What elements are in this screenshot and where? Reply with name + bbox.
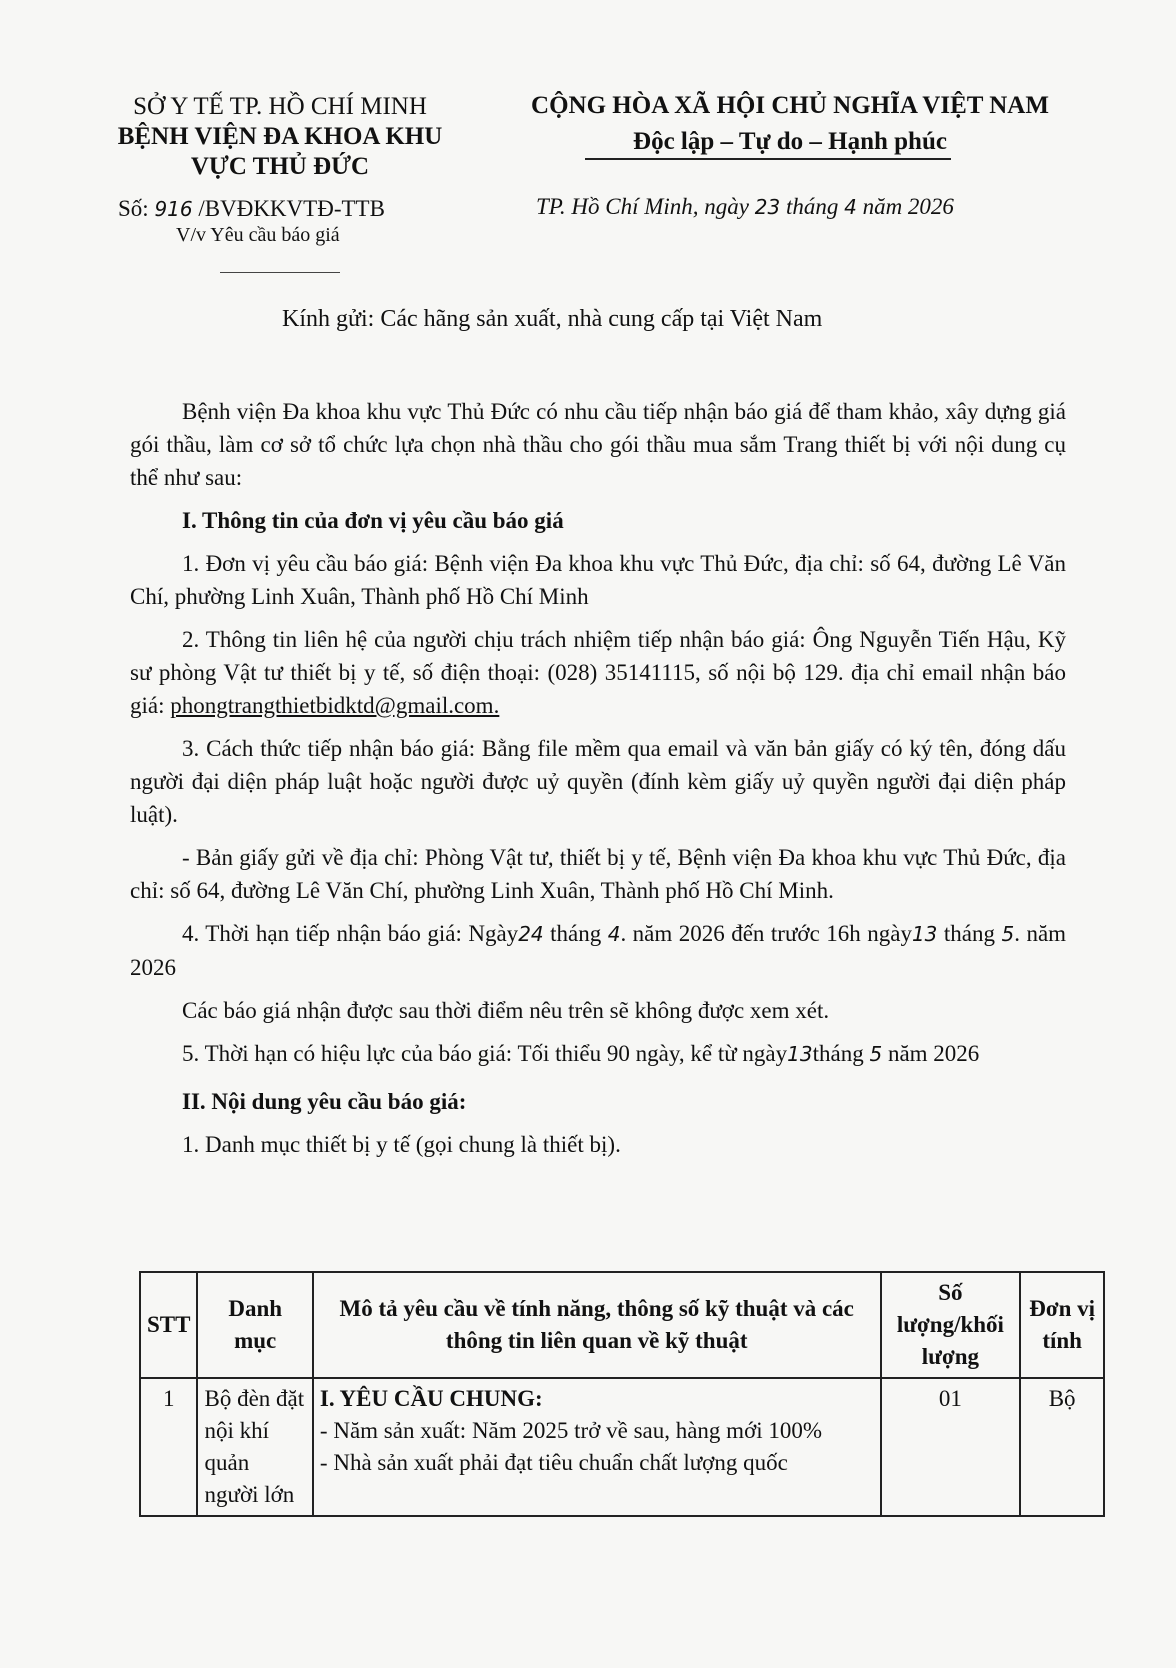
- handwritten-number: 916: [154, 197, 193, 221]
- handwritten-validity-day: 13: [787, 1042, 813, 1066]
- nation-line-2: Độc lập – Tự do – Hạnh phúc: [633, 128, 947, 155]
- section-1-item-2: 2. Thông tin liên hệ của người chịu trách nhiệm tiếp nhận báo giá: Ông Nguyễn Tiến Hậu, Kỹ sư phòng Vật tư thiết bị y tế, số điện thoại: (028) 35141115, số nội bộ 129. địa chỉ email nhận báo giá: phongtrangthietbidktd@gmail.com.: [130, 627, 1066, 718]
- section-1-title: I. Thông tin của đơn vị yêu cầu báo giá: [182, 508, 564, 533]
- handwritten-month-end: 5: [1001, 922, 1015, 946]
- motto-underline: [585, 158, 951, 160]
- national-motto: [490, 88, 1090, 160]
- section-1-item-1: 1. Đơn vị yêu cầu báo giá: Bệnh viện Đa khoa khu vực Thủ Đức, địa chỉ: số 64, đường Lê Văn Chí, phường Linh Xuân, Thành phố Hồ Chí Minh: [130, 551, 1066, 609]
- requirement-title: I. YÊU CẦU CHUNG:: [319, 1386, 543, 1411]
- nation-line-1: CỘNG HÒA XÃ HỘI CHỦ NGHĨA VIỆT NAM: [531, 92, 1049, 119]
- cell-unit: Bộ: [1020, 1378, 1104, 1516]
- requirement-list: [320, 1415, 874, 1479]
- subject-rule: [220, 272, 340, 273]
- requirement-item: - Năm sản xuất: Năm 2025 trở về sau, hàng mới 100%: [319, 1418, 823, 1443]
- equipment-table: [139, 1271, 1105, 1517]
- header-stt: STT: [140, 1272, 197, 1378]
- document-body: [130, 395, 1066, 1171]
- handwritten-day-start: 24: [518, 922, 544, 946]
- requirement-item: - Nhà sản xuất phải đạt tiêu chuẩn chất lượng quốc: [319, 1450, 788, 1475]
- agency-line-3: VỰC THỦ ĐỨC: [190, 153, 370, 180]
- header-quantity: Số lượng/khối lượng: [881, 1272, 1021, 1378]
- section-1-item-3-paper: - Bản giấy gửi về địa chỉ: Phòng Vật tư, thiết bị y tế, Bệnh viện Đa khoa khu vực Thủ Đức, địa chỉ: số 64, đường Lê Văn Chí, phường Linh Xuân, Thành phố Hồ Chí Minh.: [130, 845, 1066, 903]
- section-1-item-3: 3. Cách thức tiếp nhận báo giá: Bằng file mềm qua email và văn bản giấy có ký tên, đóng dấu người đại diện pháp luật hoặc người được uỷ quyền (đính kèm giấy uỷ quyền người đại diện pháp luật).: [130, 736, 1066, 827]
- cell-stt: 1: [140, 1378, 197, 1516]
- header-description: Mô tả yêu cầu về tính năng, thông số kỹ thuật và các thông tin liên quan về kỹ thuật: [313, 1272, 881, 1378]
- header-unit: Đơn vị tính: [1020, 1272, 1104, 1378]
- agency-line-1: SỞ Y TẾ TP. HỒ CHÍ MINH: [133, 93, 427, 120]
- section-2-title: II. Nội dung yêu cầu báo giá:: [182, 1089, 467, 1114]
- cell-quantity: 01: [881, 1378, 1021, 1516]
- intro-paragraph: Bệnh viện Đa khoa khu vực Thủ Đức có nhu cầu tiếp nhận báo giá để tham khảo, xây dựng giá gói thầu, làm cơ sở tổ chức lựa chọn nhà thầu cho gói thầu mua sắm Trang thiết bị với nội dung cụ thể như sau:: [130, 399, 1066, 490]
- late-note: Các báo giá nhận được sau thời điểm nêu trên sẽ không được xem xét.: [182, 998, 830, 1023]
- recipient-line: Kính gửi: Các hãng sản xuất, nhà cung cấp tại Việt Nam: [282, 306, 823, 332]
- agency-line-2: BỆNH VIỆN ĐA KHOA KHU: [117, 123, 443, 150]
- table-header-row: [140, 1272, 1104, 1378]
- issuing-agency: [90, 92, 470, 182]
- handwritten-day: 23: [754, 195, 781, 219]
- date-line: TP. Hồ Chí Minh, ngày 23 tháng 4 năm 2026: [536, 194, 954, 219]
- table-row: [140, 1378, 1104, 1516]
- handwritten-validity-month: 5: [869, 1042, 883, 1066]
- document-number: Số: 916 /BVĐKKVTĐ-TTB: [118, 196, 385, 221]
- handwritten-day-end: 13: [911, 922, 938, 946]
- handwritten-month-start: 4: [607, 922, 621, 946]
- section-2-item-1: 1. Danh mục thiết bị y tế (gọi chung là thiết bị).: [182, 1132, 621, 1157]
- cell-category: Bộ đèn đặt nội khí quản người lớn: [197, 1378, 312, 1516]
- subject-line: V/v Yêu cầu báo giá: [176, 224, 340, 246]
- handwritten-month: 4: [844, 195, 857, 219]
- section-1-item-5: 5. Thời hạn có hiệu lực của báo giá: Tối thiểu 90 ngày, kể từ ngày13tháng 5 năm 2026: [182, 1041, 980, 1066]
- header-category: Danh mục: [197, 1272, 312, 1378]
- section-1-item-4: 4. Thời hạn tiếp nhận báo giá: Ngày24 tháng 4. năm 2026 đến trước 16h ngày13 tháng 5. năm 2026: [130, 921, 1067, 980]
- email-link[interactable]: phongtrangthietbidktd@gmail.com.: [170, 693, 500, 718]
- cell-description: [313, 1378, 881, 1516]
